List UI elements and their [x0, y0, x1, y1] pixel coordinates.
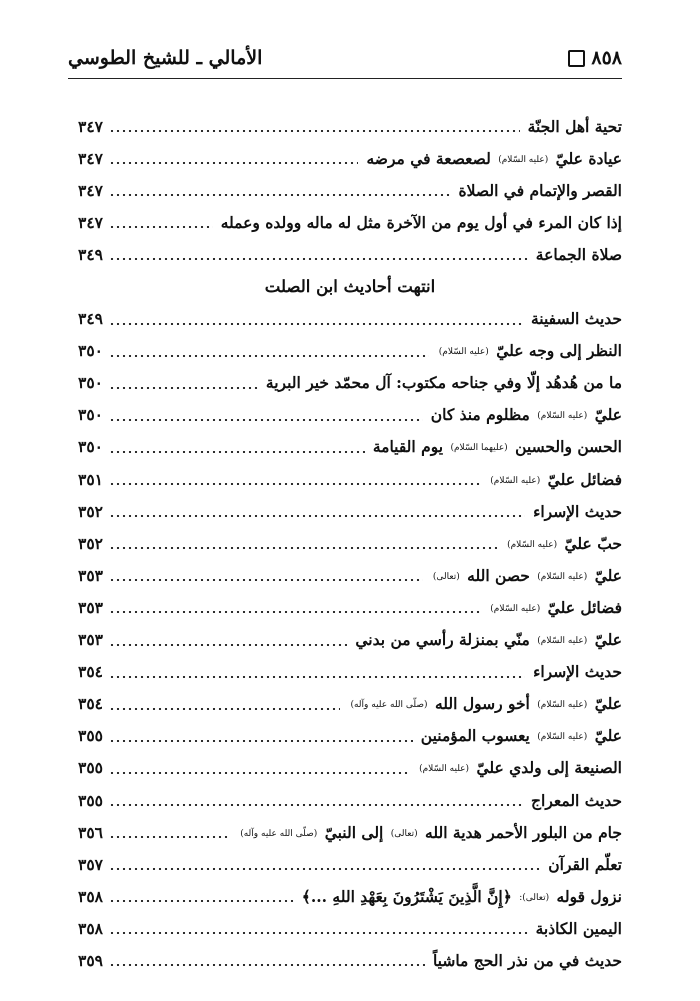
honorific-note: (صلّى الله عليه وآله) — [240, 828, 318, 839]
dot-leader — [109, 868, 540, 870]
page-reference: ٣٥٤ — [78, 662, 103, 682]
entry-title — [536, 245, 622, 264]
honorific-note: (عليه السّلام) — [490, 475, 541, 486]
entry-title — [373, 437, 622, 456]
entry-title — [459, 181, 622, 200]
page-reference: ٣٥٣ — [78, 630, 103, 650]
page-reference: ٣٥٥ — [78, 726, 103, 746]
entry-title — [431, 566, 622, 585]
entry-title — [536, 919, 622, 938]
dot-leader — [109, 772, 409, 774]
page-reference: ٣٤٧ — [78, 212, 103, 232]
toc-entry[interactable] — [78, 463, 622, 495]
entry-title — [417, 758, 622, 777]
honorific-note: (عليه السّلام) — [537, 571, 588, 582]
page-header — [68, 38, 622, 79]
toc-entry[interactable] — [78, 174, 622, 206]
page-reference: ٣٥٤ — [78, 694, 103, 714]
dot-leader — [109, 451, 365, 453]
entry-title-text: الحسن والحسين — [515, 437, 622, 457]
dot-leader — [109, 194, 451, 196]
entry-title-text: النظر إلى وجه عليّ — [496, 341, 622, 361]
entry-title-text: حديث المعراج — [531, 790, 622, 810]
toc-entry[interactable] — [78, 848, 622, 880]
toc-entry[interactable] — [78, 624, 622, 656]
page-reference: ٣٥٢ — [78, 533, 103, 553]
honorific-note: (عليه السّلام) — [498, 154, 549, 165]
honorific-note: (تعالى) — [432, 571, 460, 582]
entry-title — [533, 502, 622, 521]
honorific-note: (تعالى): — [519, 892, 550, 903]
entry-title — [528, 117, 622, 136]
entry-title-continued: أخو رسول الله — [434, 694, 530, 714]
honorific-note: (تعالى) — [390, 828, 418, 839]
entry-title-text: عيادة عليّ — [555, 148, 622, 168]
page-reference: ٣٥١ — [78, 469, 103, 489]
dot-leader — [109, 387, 258, 389]
entry-title-text: حديث الإسراء — [533, 501, 622, 521]
toc-entry[interactable] — [78, 720, 622, 752]
section-heading — [78, 270, 622, 302]
entry-title-text: جام من البلور الأحمر هدية الله — [425, 822, 622, 842]
entry-title-text: حديث السفينة — [530, 309, 622, 329]
toc-entry[interactable] — [78, 912, 622, 944]
dot-leader — [109, 708, 340, 710]
entry-title-continued: لصعصعة في مرضه — [366, 148, 491, 168]
entry-title — [221, 213, 622, 232]
page-reference: ٣٥٦ — [78, 822, 103, 842]
page-reference: ٣٥٧ — [78, 854, 103, 874]
entry-title — [505, 534, 622, 553]
entry-title — [488, 470, 622, 489]
entry-title — [531, 309, 622, 328]
toc-entry[interactable] — [78, 880, 622, 912]
entry-title-text: عليّ — [594, 405, 622, 425]
page-reference: ٣٤٩ — [78, 309, 103, 329]
entry-title — [531, 791, 622, 810]
table-of-contents — [78, 110, 622, 977]
dot-leader — [109, 964, 425, 966]
page-number-group — [568, 47, 622, 69]
entry-title-continued: يعسوب المؤمنين — [420, 726, 530, 746]
entry-title-continued: منّي بمنزلة رأسي من بدني — [355, 630, 530, 650]
entry-title — [437, 341, 622, 360]
page-number: ٨٥٨ — [591, 47, 622, 69]
page-reference: ٣٥٠ — [78, 373, 103, 393]
page-reference: ٣٥٢ — [78, 501, 103, 521]
entry-title-text: تحية أهل الجنّة — [527, 116, 622, 136]
entry-title-text: ما من هُدهُد إلّا وفي جناحه مكتوب: آل محمّد خير البرية — [265, 373, 622, 393]
honorific-note: (عليه السّلام) — [537, 411, 588, 422]
toc-entry[interactable] — [78, 591, 622, 623]
entry-title — [421, 726, 622, 745]
dot-leader — [109, 323, 523, 325]
page-reference: ٣٤٩ — [78, 244, 103, 264]
page-reference: ٣٥٩ — [78, 950, 103, 970]
entry-title-continued: إلى النبيّ — [324, 822, 384, 842]
dot-leader — [109, 740, 413, 742]
page-reference: ٣٥٥ — [78, 790, 103, 810]
toc-entry[interactable] — [78, 752, 622, 784]
entry-title — [433, 951, 622, 970]
toc-entry[interactable] — [78, 142, 622, 174]
entry-title — [366, 149, 622, 168]
toc-entry[interactable] — [78, 559, 622, 591]
entry-title — [548, 855, 622, 874]
dot-leader — [109, 900, 294, 902]
dot-leader — [109, 579, 423, 581]
section-title: انتهت أحاديث ابن الصلت — [264, 277, 436, 297]
dot-leader — [109, 419, 423, 421]
entry-title-continued: مظلوم منذ كان — [430, 405, 530, 425]
toc-entry[interactable] — [78, 206, 622, 238]
dot-leader — [109, 130, 520, 132]
page-reference: ٣٥٣ — [78, 565, 103, 585]
entry-title-text: القصر والإتمام في الصلاة — [458, 180, 622, 200]
honorific-note: (صلّى الله عليه وآله) — [350, 700, 428, 711]
toc-entry[interactable] — [78, 335, 622, 367]
honorific-note: (عليه السّلام) — [490, 603, 541, 614]
entry-title-text: عليّ — [594, 726, 622, 746]
toc-entry[interactable] — [78, 238, 622, 270]
honorific-note: (عليه السّلام) — [438, 347, 489, 358]
entry-title — [533, 662, 622, 681]
dot-leader — [109, 804, 523, 806]
honorific-note: (عليهما السّلام) — [450, 443, 508, 454]
page-reference: ٣٥٥ — [78, 758, 103, 778]
entry-title-text: الصنيعة إلى ولدي عليّ — [476, 758, 622, 778]
entry-title-continued: يوم القيامة — [372, 437, 444, 457]
entry-title-text: عليّ — [594, 565, 622, 585]
toc-entry[interactable] — [78, 495, 622, 527]
entry-title-text: تعلّم القرآن — [548, 854, 622, 874]
dot-leader — [109, 547, 497, 549]
entry-title-text: اليمين الكاذبة — [535, 918, 622, 938]
entry-title-text: حديث في من نذر الحج ماشياً — [432, 950, 622, 970]
entry-title-text: عليّ — [594, 694, 622, 714]
dot-leader — [109, 258, 528, 260]
entry-title — [238, 823, 622, 842]
toc-entry[interactable] — [78, 527, 622, 559]
page-reference: ٣٥٨ — [78, 886, 103, 906]
toc-entry[interactable] — [78, 816, 622, 848]
dot-leader — [109, 644, 347, 646]
entry-title-text: صلاة الجماعة — [535, 244, 622, 264]
dot-leader — [109, 162, 359, 164]
entry-title — [266, 373, 622, 392]
page-reference: ٣٤٧ — [78, 180, 103, 200]
honorific-note: (عليه السّلام) — [537, 636, 588, 647]
dot-leader — [109, 515, 525, 517]
page-reference: ٣٥٠ — [78, 405, 103, 425]
dot-leader — [109, 932, 528, 934]
entry-title-text: عليّ — [594, 630, 622, 650]
honorific-note: (عليه السّلام) — [537, 732, 588, 743]
entry-title-text: فضائل عليّ — [547, 597, 622, 617]
toc-entry[interactable] — [78, 110, 622, 142]
dot-leader — [109, 676, 525, 678]
entry-title — [431, 405, 622, 424]
entry-title-text: نزول قوله — [556, 886, 622, 906]
page-reference: ٣٥٠ — [78, 341, 103, 361]
dot-leader — [109, 611, 480, 613]
honorific-note: (عليه السّلام) — [419, 764, 470, 775]
toc-entry[interactable] — [78, 784, 622, 816]
dot-leader — [109, 836, 230, 838]
toc-entry[interactable] — [78, 944, 622, 976]
entry-title-text: حبّ عليّ — [564, 533, 622, 553]
toc-entry[interactable] — [78, 656, 622, 688]
page-reference: ٣٥٣ — [78, 597, 103, 617]
entry-title-text: إذا كان المرء في أول يوم من الآخرة مثل له ماله وولده وعمله — [220, 212, 622, 232]
entry-title-continued: حصن الله — [467, 565, 530, 585]
page-reference: ٣٤٧ — [78, 116, 103, 136]
page-reference: ٣٤٧ — [78, 148, 103, 168]
toc-entry[interactable] — [78, 399, 622, 431]
entry-title — [348, 694, 622, 713]
book-title: الأمالي ـ للشيخ الطوسي — [68, 47, 263, 69]
entry-title-text: حديث الإسراء — [533, 662, 622, 682]
dot-leader — [109, 355, 429, 357]
toc-entry[interactable] — [78, 431, 622, 463]
entry-title-continued: ﴿إِنَّ الَّذِينَ يَشْتَرُونَ بِعَهْدِ اللهِ ...﴾ — [301, 886, 512, 906]
honorific-note: (عليه السّلام) — [537, 700, 588, 711]
entry-title-text: فضائل عليّ — [547, 469, 622, 489]
dot-leader — [109, 226, 213, 228]
page-reference: ٣٥٠ — [78, 437, 103, 457]
square-icon — [568, 50, 585, 67]
page-reference: ٣٥٨ — [78, 918, 103, 938]
entry-title — [355, 630, 622, 649]
honorific-note: (عليه السّلام) — [507, 539, 558, 550]
dot-leader — [109, 483, 480, 485]
entry-title — [488, 598, 622, 617]
toc-entry[interactable] — [78, 688, 622, 720]
entry-title — [302, 887, 622, 906]
toc-entry[interactable] — [78, 367, 622, 399]
toc-entry[interactable] — [78, 303, 622, 335]
